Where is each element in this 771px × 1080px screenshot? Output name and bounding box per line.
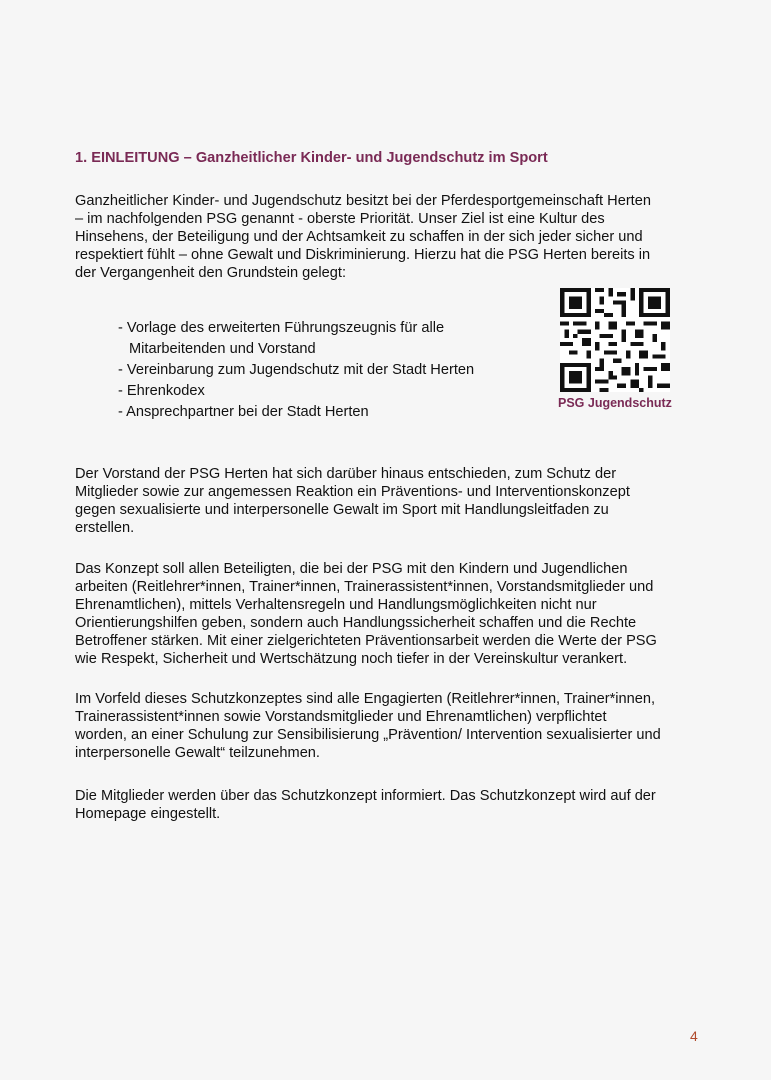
text-line: Im Vorfeld dieses Schutzkonzeptes sind alle Engagierten (Reitlehrer*innen, Trainer*innen, [75,691,656,707]
paragraph [75,787,715,823]
paragraph [75,690,715,762]
text-line: Betroffener stärken. Mit einer zielgerichteten Präventionsarbeit werden die Werte der PSG [75,633,657,649]
text-line: gegen sexualisierte und interpersonelle Gewalt im Sport mit Handlungsleitfaden zu [75,502,609,518]
list-item: - Ehrenkodex [118,383,205,399]
text-line: – im nachfolgenden PSG genannt - oberste Priorität. Unser Ziel ist eine Kultur des [75,211,605,227]
text-line: Homepage eingestellt. [75,806,221,822]
text-line: der Vergangenheit den Grundstein gelegt: [75,265,346,281]
text-line: wie Respekt, Sicherheit und Wertschätzung noch tiefer in der Vereinskultur verankert. [75,651,628,667]
list-item-continuation: Mitarbeitenden und Vorstand [129,341,316,357]
list-item-text: - Vorlage des erweiterten Führungszeugnis für alle [118,320,445,336]
text-line: Das Konzept soll allen Beteiligten, die bei der PSG mit den Kindern und Jugendlichen [75,561,628,577]
text-line: Mitglieder sowie zur angemessen Reaktion ein Präventions- und Interventionskonzept [75,484,630,500]
paragraph [75,465,715,537]
text-line: Die Mitglieder werden über das Schutzkonzept informiert. Das Schutzkonzept wird auf der [75,788,656,804]
text-line: Der Vorstand der PSG Herten hat sich darüber hinaus entschieden, zum Schutz der [75,466,617,482]
text-line: Trainerassistent*innen sowie Vorstandsmitglieder und Ehrenamtlichen) verpflichtet [75,709,607,725]
qr-code [560,288,670,392]
list-item [118,318,474,360]
text-line: arbeiten (Reitlehrer*innen, Trainer*innen, Trainerassistent*innen, Vorstandsmitglieder und [75,579,654,595]
text-line: Orientierungshilfen geben, sondern auch Handlungssicherheit schaffen und die Rechte [75,615,637,631]
text-line: Ganzheitlicher Kinder- und Jugendschutz besitzt bei der Pferdesportgemeinschaft Herten [75,193,651,209]
qr-caption: PSG Jugendschutz [558,396,672,410]
section-heading: 1. EINLEITUNG – Ganzheitlicher Kinder- und Jugendschutz im Sport [75,150,548,166]
text-line: Ehrenamtlichen), mittels Verhaltensregeln und Handlungsmöglichkeiten nicht nur [75,597,597,613]
list-item: - Ansprechpartner bei der Stadt Herten [118,404,369,420]
text-line: Hinsehens, der Beteiligung und der Achtsamkeit zu schaffen in der sich jeder sicher und [75,229,643,245]
measures-list [118,318,474,423]
text-line: erstellen. [75,520,135,536]
page-number: 4 [690,1028,698,1044]
text-line: interpersonelle Gewalt“ teilzunehmen. [75,745,320,761]
list-item: - Vereinbarung zum Jugendschutz mit der Stadt Herten [118,362,475,378]
intro-paragraph [75,192,715,282]
paragraph [75,560,715,668]
text-line: worden, an einer Schulung zur Sensibilisierung „Prävention/ Intervention sexualisierter und [75,727,661,743]
text-line: respektiert fühlt – ohne Gewalt und Diskriminierung. Hierzu hat die PSG Herten bereits in [75,247,651,263]
